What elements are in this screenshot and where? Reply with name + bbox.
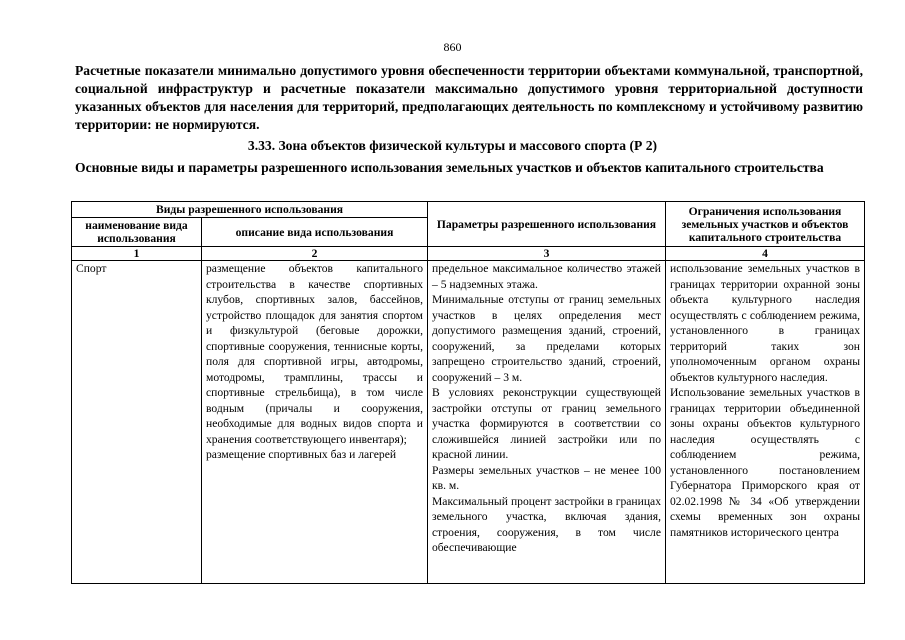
description-paragraph: размещение объектов капитального строительства в качестве спортивных клубов, спортивных залов, бассейнов, устройство площадок для занятия спортом и физкультурой (беговые дорожки, спортивные сооружения, теннисные корты, поля для спортивной игры, автодромы, мотодромы, трамплины, трассы и спортивные стрельбища), в том числе водным (причалы и сооружения, необходимые для водных видов спорта и хранения соответствующего инвентаря); [206, 262, 423, 446]
parameter-paragraph: В условиях реконструкции существующей застройки отступы от границ земельного участка формируются в соответствии со сложившейся линией застройки или по красной линии. [432, 386, 661, 461]
section-title: 3.33. Зона объектов физической культуры и массового спорта (Р 2) [247, 138, 658, 153]
intro-paragraph: Расчетные показатели минимально допустимого уровня обеспеченности территории объектами коммунальной, транспортной, социальной инфраструктур и расчетные показатели максимально допустимого уровня территориальной доступности указанных объектов для населения для территорий, предполагающих деятельность по комплексному и устойчивому развитию территории: не нормируются. [75, 63, 863, 132]
use-name-cell: Спорт [72, 261, 202, 584]
column-number-3: 3 [428, 247, 666, 261]
table-row [72, 261, 865, 584]
header-use-name: наименование вида использования [72, 218, 202, 247]
parameter-paragraph: Минимальные отступы от границ земельных участков в целях определения мест допустимого размещения зданий, строений, сооружений, за пределами которых запрещено строительство зданий, строений, сооружений – 3 м. [432, 293, 661, 384]
restriction-paragraph: использование земельных участков в границах территории охранной зоны объекта культурного наследия осуществлять с соблюдением режима, установленного в границах территорий таких зон уполномоченным органом охраны объектов культурного наследия. [670, 262, 860, 384]
description-paragraph: размещение спортивных баз и лагерей [206, 448, 397, 461]
land-use-table [71, 201, 865, 584]
subsection-title: Основные виды и параметры разрешенного использования земельных участков и объектов капитального строительства [75, 160, 824, 175]
column-number-1: 1 [72, 247, 202, 261]
header-use-types: Виды разрешенного использования [72, 202, 428, 218]
page-number: 860 [443, 40, 462, 54]
column-number-2: 2 [202, 247, 428, 261]
parameter-paragraph: Размеры земельных участков – не менее 100 кв. м. [432, 463, 661, 492]
parameters-cell [428, 261, 666, 584]
parameter-paragraph: предельное максимальное количество этажей – 5 надземных этажа. [432, 262, 661, 291]
header-restrictions: Ограничения использования земельных участков и объектов капитального строительства [666, 202, 865, 247]
restriction-paragraph: Использование земельных участков в границах территории объединенной зоны охраны объектов культурного наследия осуществлять с соблюдением режима, установленного постановлением Губернатора Приморского края от 02.02.1998 № 34 «Об утверждении схемы временных зон охраны памятников исторического центра [670, 386, 860, 539]
use-description-cell [202, 261, 428, 584]
column-number-4: 4 [666, 247, 865, 261]
parameter-paragraph: Максимальный процент застройки в границах земельного участка, включая здания, строения, сооружения, в том числе обеспечивающие [432, 494, 661, 554]
header-use-description: описание вида использования [202, 218, 428, 247]
header-parameters: Параметры разрешенного использования [428, 202, 666, 247]
restrictions-cell [666, 261, 865, 584]
